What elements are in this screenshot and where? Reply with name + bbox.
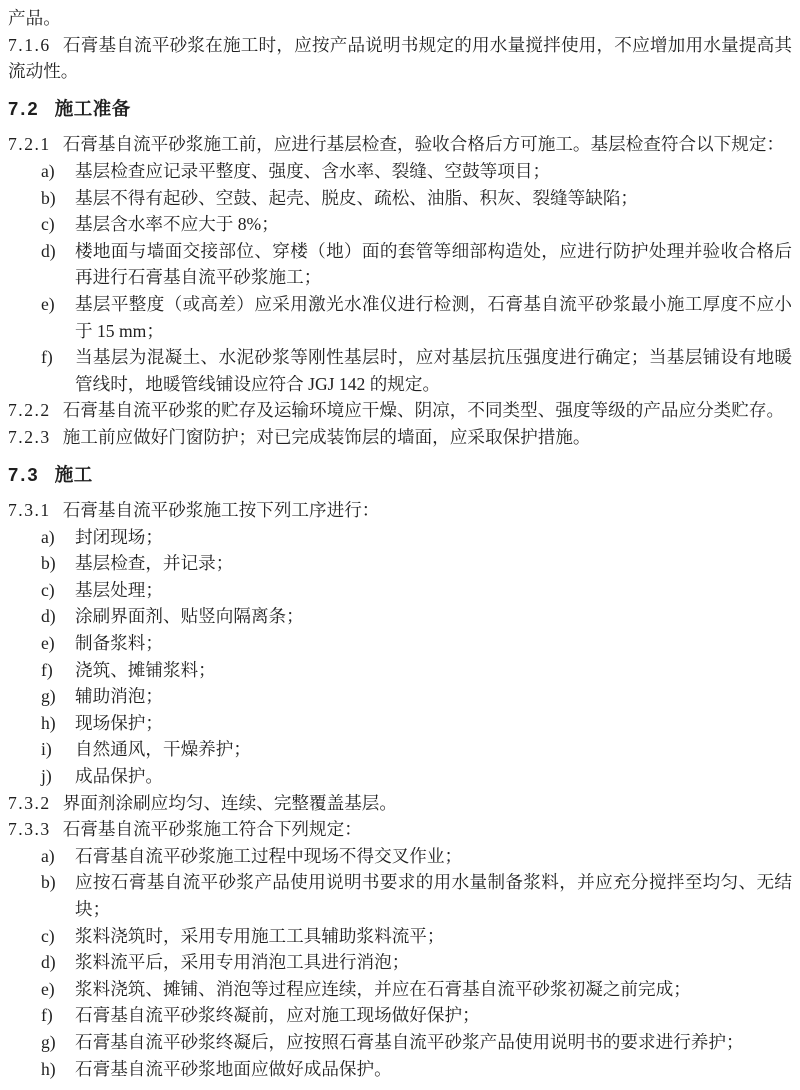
- clause-number: 7.3.1: [8, 500, 51, 521]
- list-item-label: a): [41, 845, 55, 866]
- list-item-text: 浆料浇筑、摊铺、消泡等过程应连续，并应在石膏基自流平砂浆初凝之前完成；: [75, 978, 691, 999]
- clause-7-2-2: [8, 397, 792, 424]
- list-item: [8, 1056, 792, 1083]
- list-item-label: e): [41, 978, 55, 999]
- clause-text: 界面剂涂刷应均匀、连续、完整覆盖基层。: [62, 792, 397, 813]
- list-item-text: 石膏基自流平砂浆终凝后，应按照石膏基自流平砂浆产品使用说明书的要求进行养护；: [75, 1031, 744, 1052]
- section-title: 施工准备: [54, 97, 131, 119]
- list-item-text: 自然通风，干燥养护；: [75, 739, 251, 760]
- list-item-label: f): [41, 1005, 53, 1026]
- list-item-text: 应按石膏基自流平砂浆产品使用说明书要求的用水量制备浆料，并应充分搅拌至均匀、无结块；: [75, 872, 792, 919]
- list-item-label: g): [41, 1031, 56, 1052]
- list-item: [8, 524, 792, 551]
- clause-number: 7.1.6: [8, 34, 51, 55]
- list-item-label: b): [41, 553, 56, 574]
- list-item-text: 基层处理；: [75, 579, 163, 600]
- list-item-label: c): [41, 925, 55, 946]
- list-item-text: 当基层为混凝土、水泥砂浆等刚性基层时，应对基层抗压强度进行确定；当基层铺设有地暖管线时，地暖管线铺设应符合 JGJ 142 的规定。: [75, 347, 792, 394]
- list-item-text: 石膏基自流平砂浆地面应做好成品保护。: [75, 1058, 392, 1079]
- list-item: [8, 550, 792, 577]
- list-item-text: 现场保护；: [75, 712, 163, 733]
- list-item: [8, 211, 792, 238]
- list-item-label: b): [41, 872, 56, 893]
- list-item: [8, 683, 792, 710]
- list-item-text: 辅助消泡；: [75, 686, 163, 707]
- list-item: [8, 1002, 792, 1029]
- list-item: [8, 949, 792, 976]
- list-item: [8, 976, 792, 1003]
- list-item-label: c): [41, 579, 55, 600]
- list-item-label: d): [41, 240, 56, 261]
- list-item: [8, 843, 792, 870]
- list-item: [8, 577, 792, 604]
- section-title: 施工: [54, 463, 93, 485]
- clause-7-2-1: [8, 131, 792, 158]
- list-item: [8, 344, 792, 397]
- list-item: [8, 657, 792, 684]
- list-item-text: 涂刷界面剂、贴竖向隔离条；: [75, 606, 304, 627]
- list-item: [8, 603, 792, 630]
- list-item: [8, 736, 792, 763]
- clause-7-3-2: [8, 790, 792, 817]
- section-number: 7.2: [8, 97, 40, 119]
- clause-7-1-6: [8, 32, 792, 85]
- list-item-text: 基层不得有起砂、空鼓、起壳、脱皮、疏松、油脂、积灰、裂缝等缺陷；: [75, 187, 639, 208]
- list-item: [8, 291, 792, 344]
- list-item-label: d): [41, 952, 56, 973]
- section-number: 7.3: [8, 463, 40, 485]
- clause-7-3-3: [8, 816, 792, 843]
- paragraph-fragment: 产品。: [8, 8, 61, 28]
- clause-text: 石膏基自流平砂浆的贮存及运输环境应干燥、阴凉，不同类型、强度等级的产品应分类贮存。: [62, 400, 785, 421]
- list-item: [8, 158, 792, 185]
- section-heading-7-3: [8, 462, 792, 489]
- list-item-text: 成品保护。: [75, 766, 163, 787]
- clause-text: 石膏基自流平砂浆施工前，应进行基层检查，验收合格后方可施工。基层检查符合以下规定：: [62, 134, 785, 155]
- clause-7-2-3: [8, 424, 792, 451]
- clause-text: 石膏基自流平砂浆在施工时，应按产品说明书规定的用水量搅拌使用，不应增加用水量提高其流动性。: [8, 34, 792, 82]
- list-item-text: 基层检查应记录平整度、强度、含水率、裂缝、空鼓等项目；: [75, 160, 551, 181]
- clause-7-3-1: [8, 497, 792, 524]
- clause-number: 7.3.2: [8, 792, 51, 813]
- clause-number: 7.2.2: [8, 400, 51, 421]
- clause-text: 石膏基自流平砂浆施工按下列工序进行：: [62, 500, 380, 521]
- clause-number: 7.2.3: [8, 426, 51, 447]
- list-item-label: e): [41, 633, 55, 654]
- section-heading-7-2: [8, 96, 792, 123]
- list-item-label: i): [41, 739, 52, 760]
- clause-number: 7.2.1: [8, 134, 51, 155]
- list-item-text: 制备浆料；: [75, 633, 163, 654]
- list-item-label: f): [41, 347, 53, 368]
- list-item-text: 封闭现场；: [75, 526, 163, 547]
- list-item-text: 基层含水率不应大于 8%；: [75, 214, 279, 235]
- list-item: [8, 869, 792, 922]
- list-item: [8, 763, 792, 790]
- list-item-label: b): [41, 187, 56, 208]
- list-item: [8, 238, 792, 291]
- list-item: [8, 710, 792, 737]
- list-item-label: g): [41, 686, 56, 707]
- list-item: [8, 185, 792, 212]
- list-item-label: c): [41, 214, 55, 235]
- list-item-label: a): [41, 526, 55, 547]
- list-item-label: e): [41, 293, 55, 314]
- list-item-text: 楼地面与墙面交接部位、穿楼（地）面的套管等细部构造处，应进行防护处理并验收合格后再进行石膏基自流平砂浆施工；: [75, 240, 792, 288]
- list-item-label: d): [41, 606, 56, 627]
- list-item: [8, 923, 792, 950]
- list-item: [8, 1029, 792, 1056]
- clause-number: 7.3.3: [8, 819, 51, 840]
- list-item-text: 浇筑、摊铺浆料；: [75, 659, 216, 680]
- list-item-label: h): [41, 712, 56, 733]
- list-item-text: 基层平整度（或高差）应采用激光水准仪进行检测，石膏基自流平砂浆最小施工厚度不应小于 15 mm；: [75, 293, 792, 341]
- list-item: [8, 630, 792, 657]
- list-item-text: 基层检查，并记录；: [75, 553, 234, 574]
- list-item-label: f): [41, 659, 53, 680]
- list-item-text: 浆料浇筑时，采用专用施工工具辅助浆料流平；: [75, 925, 445, 946]
- list-item-text: 石膏基自流平砂浆终凝前，应对施工现场做好保护；: [75, 1005, 480, 1026]
- clause-text: 石膏基自流平砂浆施工符合下列规定：: [62, 819, 362, 840]
- clause-text: 施工前应做好门窗防护；对已完成装饰层的墙面，应采取保护措施。: [62, 426, 591, 447]
- list-item-label: j): [41, 766, 52, 787]
- list-item-text: 石膏基自流平砂浆施工过程中现场不得交叉作业；: [75, 845, 463, 866]
- list-item-text: 浆料流平后，采用专用消泡工具进行消泡；: [75, 952, 410, 973]
- list-item-label: h): [41, 1058, 56, 1079]
- list-item-label: a): [41, 160, 55, 181]
